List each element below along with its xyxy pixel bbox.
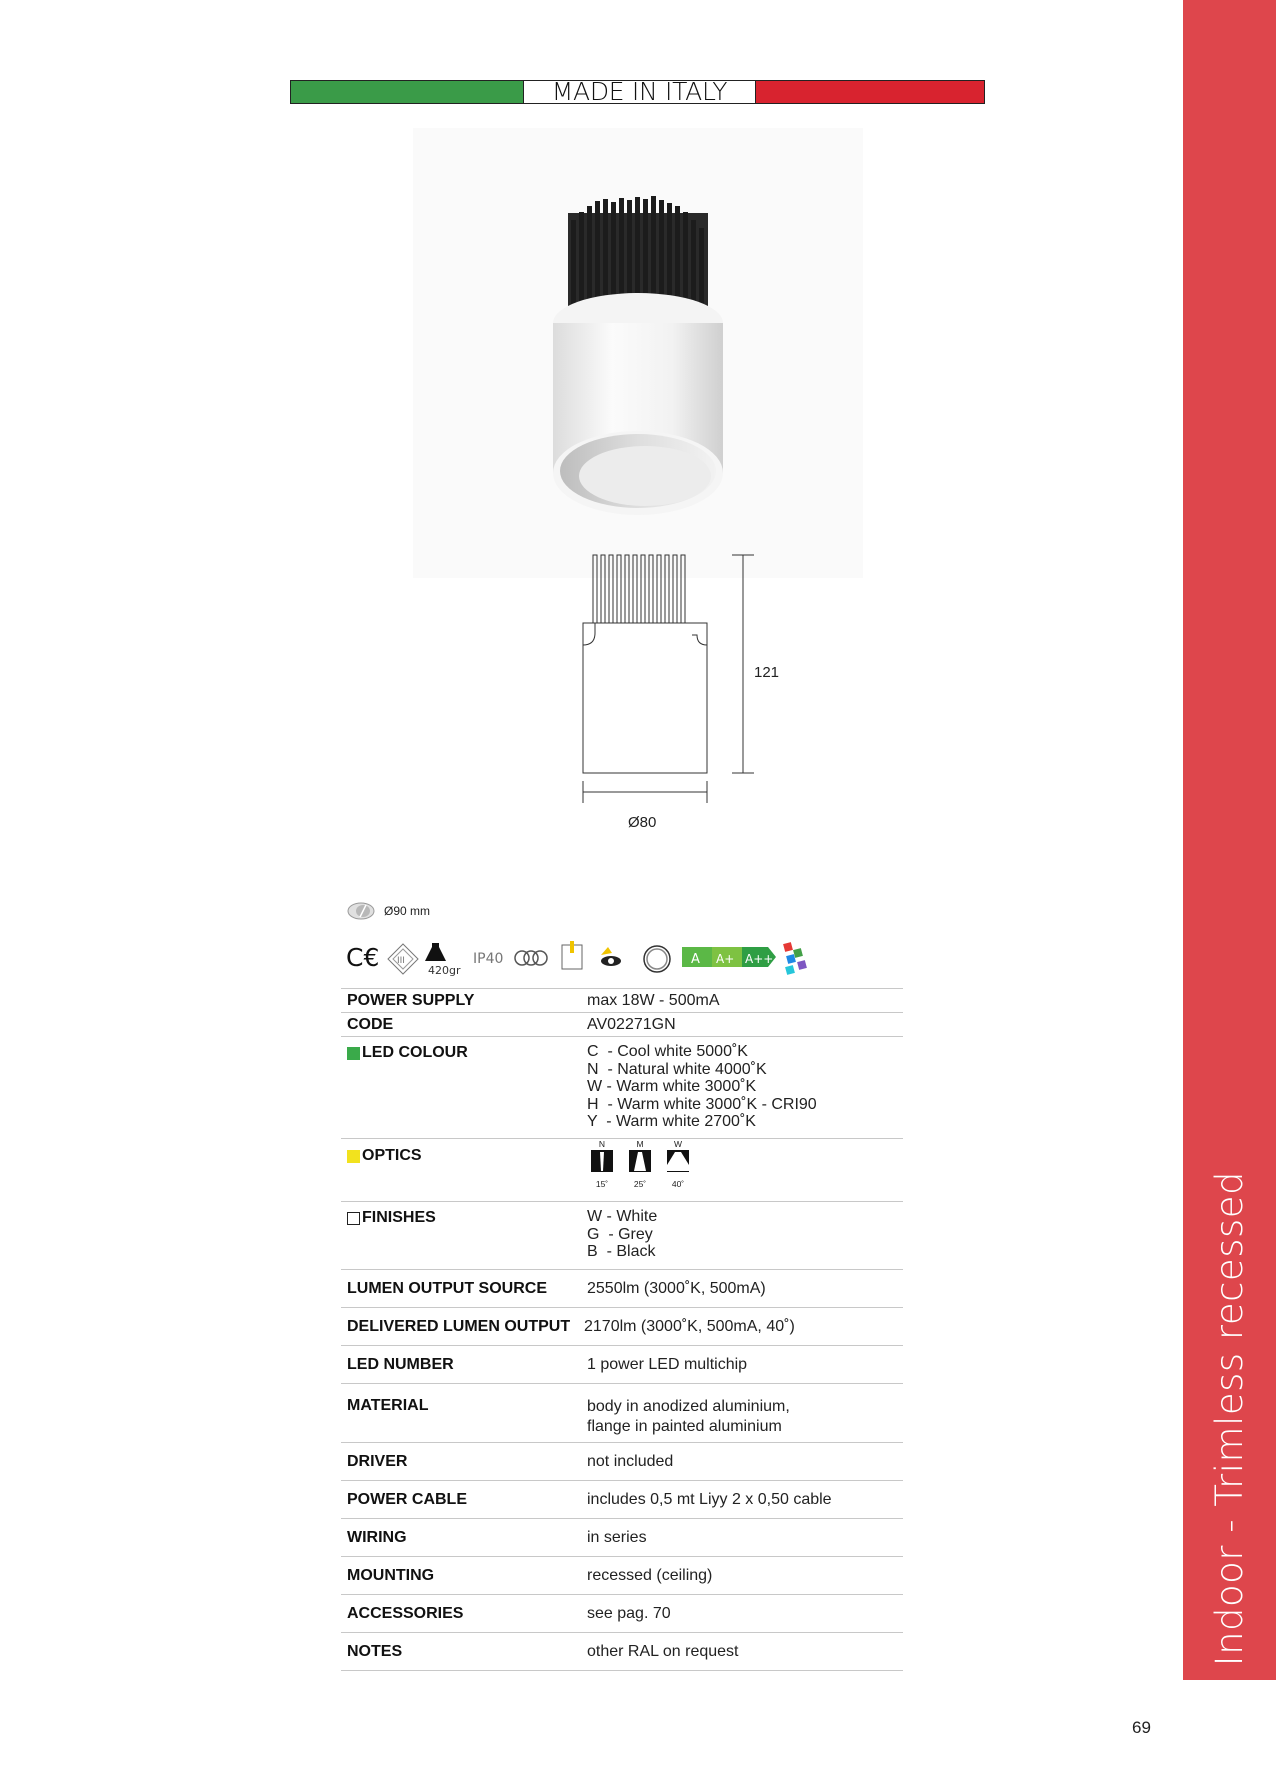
flag-green-stripe: [291, 81, 523, 103]
finishes-list: [587, 1202, 903, 1269]
spec-row-finishes: [341, 1202, 903, 1270]
spec-value: includes 0,5 mt Liyy 2 x 0,50 cable: [587, 1490, 832, 1508]
material-line: flange in painted aluminium: [587, 1418, 782, 1435]
green-square-icon: [347, 1047, 360, 1060]
spec-label: DRIVER: [347, 1452, 408, 1470]
colour-variants-icon: [783, 942, 807, 975]
svg-text:III: III: [397, 956, 405, 966]
eye-safety-icon: [601, 947, 621, 966]
side-category-text: Indoor - Trimless recessed: [1208, 1170, 1251, 1666]
spec-label: MOUNTING: [347, 1566, 435, 1584]
wide-beam-icon: [666, 1149, 690, 1173]
spec-value-material: [587, 1384, 903, 1442]
certification-icons: [346, 935, 816, 977]
spec-table: [341, 988, 903, 1671]
optic-angle: 40˚: [671, 1179, 685, 1189]
list-item: W - White: [587, 1208, 658, 1225]
optic-medium: [625, 1139, 655, 1189]
banner-text: MADE IN ITALY: [523, 81, 756, 103]
svg-text:A++: A++: [745, 952, 774, 966]
optic-angle: 25˚: [633, 1179, 647, 1189]
spec-value: max 18W - 500mA: [587, 991, 720, 1009]
spec-value: AV02271GN: [587, 1015, 676, 1033]
optic-angle: 15˚: [595, 1179, 609, 1189]
spec-row-optics: [341, 1139, 903, 1202]
spec-value: recessed (ceiling): [587, 1566, 713, 1584]
weight-icon: [425, 943, 461, 977]
spec-row-lumen-source: [341, 1270, 903, 1308]
narrow-beam-icon: [590, 1149, 614, 1173]
list-item: Y - Warm white 2700˚K: [587, 1113, 756, 1130]
ip-rating-icon: [473, 951, 503, 967]
led-colour-list: [587, 1037, 903, 1138]
hole-size: [346, 902, 430, 920]
ce-mark-icon: [346, 943, 379, 972]
list-item: C - Cool white 5000˚K: [587, 1043, 748, 1060]
empty-square-icon: [347, 1212, 360, 1225]
spec-value: 2170lm (3000˚K, 500mA, 40˚): [584, 1317, 795, 1335]
spec-value: not included: [587, 1452, 674, 1470]
material-line: body in anodized aluminium,: [587, 1398, 790, 1415]
svg-text:A+: A+: [716, 952, 735, 966]
spec-label-finishes: [341, 1202, 587, 1269]
spec-value: 2550lm (3000˚K, 500mA): [587, 1279, 766, 1297]
list-item: G - Grey: [587, 1225, 653, 1243]
spec-row-led-colour: [341, 1037, 903, 1139]
list-item: N - Natural white 4000˚K: [587, 1060, 767, 1078]
optics-list: [587, 1139, 903, 1199]
flag-red-stripe: [756, 81, 984, 103]
hole-size-text: Ø90 mm: [384, 904, 431, 918]
spec-row-delivered-lumen: [341, 1308, 903, 1346]
dimension-diameter: Ø80: [628, 814, 657, 831]
spec-row-driver: [341, 1443, 903, 1481]
svg-text:IP40: IP40: [473, 951, 504, 967]
made-in-italy-banner: [290, 77, 985, 106]
product-photo: [413, 128, 863, 578]
list-item: W - Warm white 3000˚K: [587, 1078, 757, 1095]
spec-row-accessories: [341, 1595, 903, 1633]
spec-label: POWER CABLE: [347, 1490, 467, 1508]
spec-row-power-cable: [341, 1481, 903, 1519]
series-wiring-icon: [515, 951, 547, 965]
list-item: H - Warm white 3000˚K - CRI90: [587, 1095, 817, 1113]
spec-label: ACCESSORIES: [347, 1604, 464, 1622]
svg-text:A: A: [691, 952, 700, 967]
spec-label: CODE: [347, 1015, 394, 1033]
optic-code: W: [673, 1139, 683, 1149]
spec-label-text: OPTICS: [362, 1147, 422, 1164]
power-cable-icon: [644, 946, 670, 972]
svg-text:420gr: 420gr: [428, 964, 461, 977]
spec-label: LED NUMBER: [347, 1355, 454, 1373]
ceiling-mount-icon: [562, 941, 582, 969]
spec-value: other RAL on request: [587, 1642, 739, 1660]
class-iii-icon: [388, 944, 418, 974]
optic-code: N: [598, 1139, 606, 1149]
spec-label: NOTES: [347, 1642, 403, 1660]
spec-label: POWER SUPPLY: [347, 991, 475, 1009]
page-number: 69: [1132, 1718, 1151, 1737]
spec-value: in series: [587, 1528, 647, 1546]
spec-label: DELIVERED LUMEN OUTPUT: [347, 1317, 571, 1335]
spec-row-notes: [341, 1633, 903, 1671]
spec-row-wiring: [341, 1519, 903, 1557]
list-item: B - Black: [587, 1243, 656, 1260]
spec-label-led-colour: [341, 1037, 587, 1138]
spec-label: WIRING: [347, 1528, 407, 1546]
spec-value: 1 power LED multichip: [587, 1355, 748, 1373]
spec-label-text: FINISHES: [362, 1209, 436, 1226]
spec-row-material: [341, 1384, 903, 1443]
optic-code: M: [636, 1139, 644, 1149]
spec-value: see pag. 70: [587, 1604, 671, 1622]
dimension-height: 121: [754, 664, 780, 681]
ceiling-hole-icon: [346, 902, 376, 920]
svg-text:C€: C€: [346, 943, 380, 972]
spec-row-code: [341, 1013, 903, 1037]
technical-drawing: [560, 545, 780, 835]
spec-label-text: LED COLOUR: [362, 1044, 468, 1061]
spec-label: LUMEN OUTPUT SOURCE: [347, 1279, 547, 1297]
spec-row-led-number: [341, 1346, 903, 1384]
spec-row-mounting: [341, 1557, 903, 1595]
side-category-label: [1183, 0, 1276, 1680]
energy-class-icon: [682, 947, 776, 967]
spec-label: MATERIAL: [347, 1397, 429, 1414]
yellow-square-icon: [347, 1150, 360, 1163]
optic-wide: [663, 1139, 693, 1189]
spec-row-power-supply: [341, 989, 903, 1013]
optic-narrow: [587, 1139, 617, 1189]
spec-label-optics: [341, 1139, 587, 1201]
drawing-fins: [593, 555, 685, 623]
medium-beam-icon: [628, 1149, 652, 1173]
